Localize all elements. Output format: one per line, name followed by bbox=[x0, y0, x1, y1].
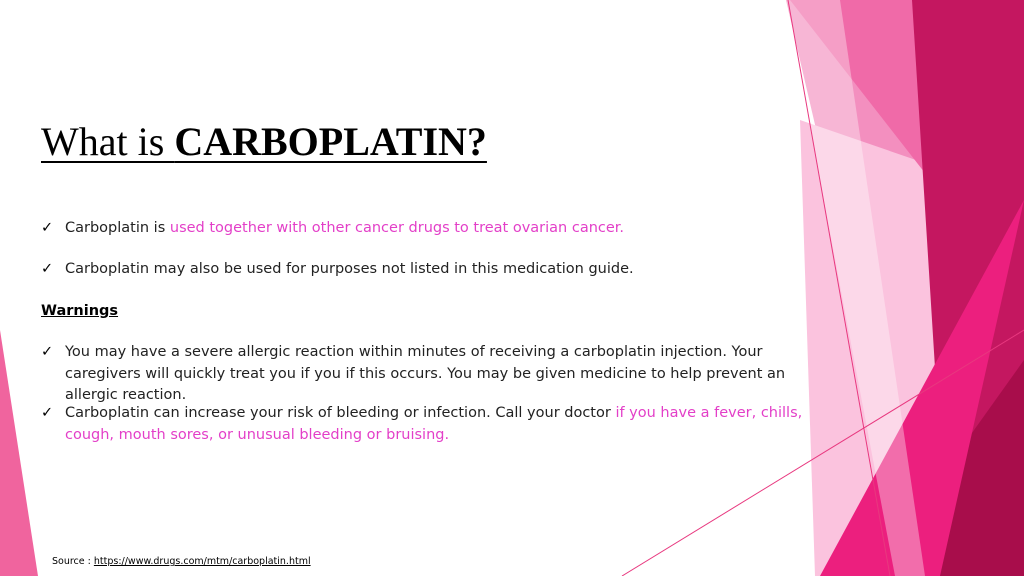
checkmark-icon: ✓ bbox=[41, 344, 54, 360]
warning-text bbox=[65, 403, 821, 446]
warning-item bbox=[41, 403, 821, 446]
bullet-text bbox=[65, 259, 821, 281]
source-label: Source : bbox=[52, 556, 94, 567]
left-pink-wedge bbox=[0, 330, 38, 576]
warnings-heading: Warnings bbox=[41, 303, 119, 319]
warning-plain-text: You may have a severe allergic reaction within minutes of receiving a carboplatin injection. Your caregivers will quickly treat you if you if this occurs. You may be given medicine to help prevent an allergic reaction. bbox=[65, 344, 786, 403]
page-title bbox=[41, 116, 487, 168]
source-link[interactable]: https://www.drugs.com/mtm/carboplatin.html bbox=[93, 556, 311, 567]
checkmark-icon: ✓ bbox=[41, 220, 54, 236]
bullet-highlight-text: used together with other cancer drugs to treat ovarian cancer. bbox=[169, 220, 625, 236]
source-citation bbox=[52, 556, 311, 567]
warning-highlight-text: if you have a fever, chills, cough, mouth sores, or unusual bleeding or bruising. bbox=[65, 405, 803, 443]
bullet-plain-text: Carboplatin may also be used for purposes not listed in this medication guide. bbox=[65, 261, 634, 277]
bullet-item bbox=[41, 218, 821, 240]
warning-plain-text: Carboplatin can increase your risk of bleeding or infection. Call your doctor bbox=[65, 405, 616, 421]
title-prefix: What is bbox=[41, 119, 175, 164]
title-bold: CARBOPLATIN? bbox=[174, 119, 487, 164]
bullet-plain-text: Carboplatin is bbox=[65, 220, 170, 236]
warning-item bbox=[41, 342, 821, 407]
checkmark-icon: ✓ bbox=[41, 261, 54, 277]
bullet-item bbox=[41, 259, 821, 281]
warning-text bbox=[65, 342, 821, 407]
checkmark-icon: ✓ bbox=[41, 405, 54, 421]
bullet-text bbox=[65, 218, 821, 240]
